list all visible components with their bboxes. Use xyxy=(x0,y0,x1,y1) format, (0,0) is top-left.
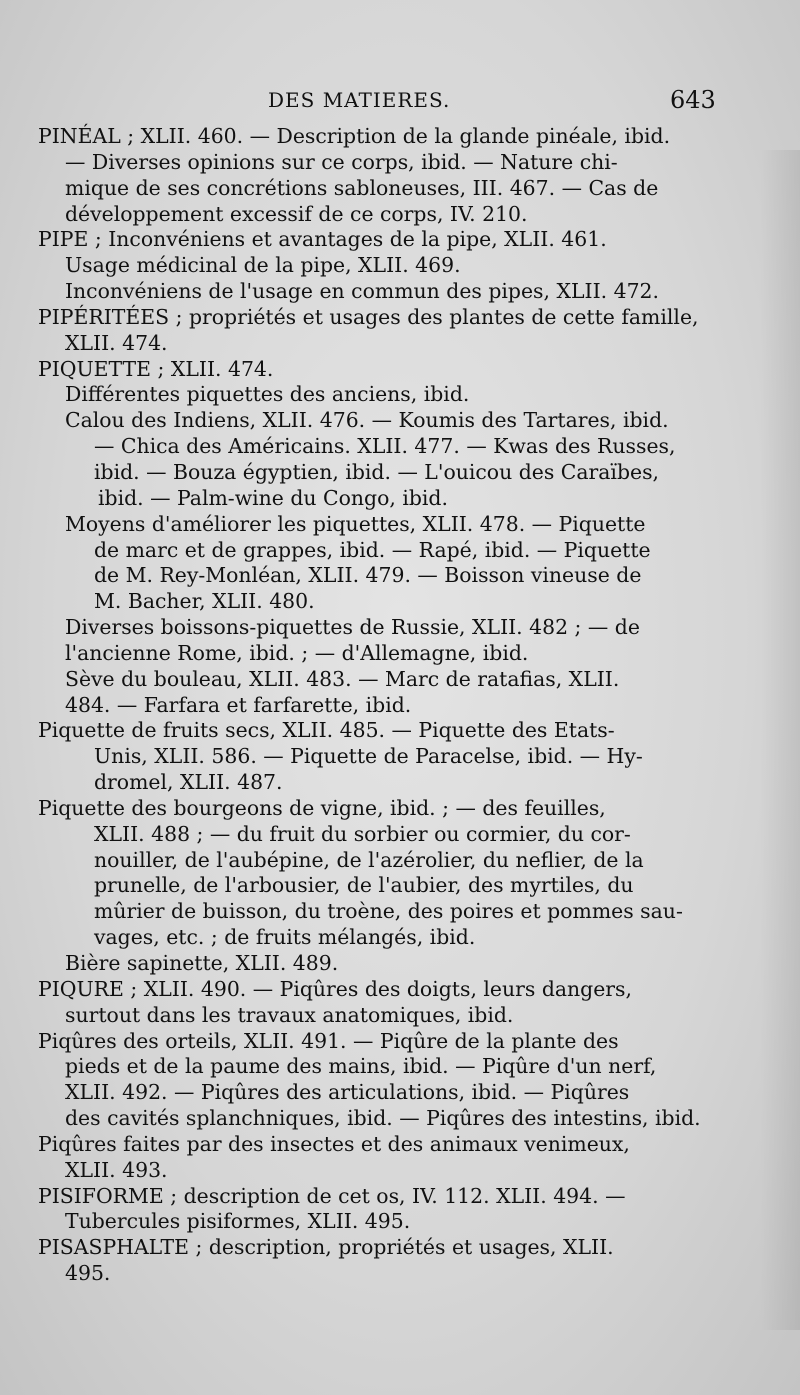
index-line: PINÉAL ; XLII. 460. — Description de la glande pinéale, ibid. xyxy=(38,124,671,148)
index-line: Piquette des bourgeons de vigne, ibid. ; — des feuilles, xyxy=(38,795,606,820)
index-line: Calou des Indiens, XLII. 476. — Koumis des Tartares, ibid. xyxy=(65,408,669,433)
index-line: Bière sapinette, XLII. 489. xyxy=(65,951,339,975)
index-line: 495. xyxy=(65,1261,111,1286)
index-line: 484. — Farfara et farfarette, ibid. xyxy=(65,692,412,717)
running-header xyxy=(0,88,800,118)
index-line: PIPÉRITÉES ; propriétés et usages des plantes de cette famille, xyxy=(38,304,699,329)
index-line: XLII. 474. xyxy=(65,330,168,355)
index-line: vages, etc. ; de fruits mélangés, ibid. xyxy=(94,925,476,950)
index-line: développement excessif de ce corps, IV. 210. xyxy=(65,201,528,226)
index-line: PISIFORME ; description de cet os, IV. 112. XLII. 494. — xyxy=(38,1183,626,1208)
header-title: DES MATIERES. xyxy=(268,88,451,112)
index-line: Diverses boissons-piquettes de Russie, XLII. 482 ; — de xyxy=(65,615,640,640)
index-line: — Diverses opinions sur ce corps, ibid. — Nature chi- xyxy=(65,149,618,174)
index-line: Unis, XLII. 586. — Piquette de Paracelse, ibid. — Hy- xyxy=(94,744,643,769)
index-line: Différentes piquettes des anciens, ibid. xyxy=(65,382,470,407)
page-edge-shadow xyxy=(760,150,800,1330)
index-line: Inconvéniens de l'usage en commun des pipes, XLII. 472. xyxy=(65,279,659,304)
index-line: des cavités splanchniques, ibid. — Piqûres des intestins, ibid. xyxy=(65,1106,701,1131)
index-line: prunelle, de l'arbousier, de l'aubier, des myrtiles, du xyxy=(94,873,634,898)
index-line: PISASPHALTE ; description, propriétés et usages, XLII. xyxy=(38,1235,614,1260)
index-line: nouiller, de l'aubépine, de l'azérolier, du neflier, de la xyxy=(94,847,644,872)
index-line: Moyens d'améliorer les piquettes, XLII. 478. — Piquette xyxy=(65,511,646,536)
index-line: Usage médicinal de la pipe, XLII. 469. xyxy=(65,253,461,278)
index-line: XLII. 492. — Piqûres des articulations, ibid. — Piqûres xyxy=(65,1080,630,1105)
index-line: mique de ses concrétions sabloneuses, III. 467. — Cas de xyxy=(65,175,659,200)
index-line: l'ancienne Rome, ibid. ; — d'Allemagne, ibid. xyxy=(65,640,529,665)
index-line: Piqûres faites par des insectes et des animaux venimeux, xyxy=(38,1131,630,1156)
index-line: ibid. — Palm-wine du Congo, ibid. xyxy=(98,485,448,510)
index-line: Tubercules pisiformes, XLII. 495. xyxy=(65,1209,411,1234)
index-line: XLII. 488 ; — du fruit du sorbier ou cormier, du cor- xyxy=(94,821,631,846)
index-line: ibid. — Bouza égyptien, ibid. — L'ouicou des Caraïbes, xyxy=(94,459,660,484)
index-line: M. Bacher, XLII. 480. xyxy=(94,589,315,614)
index-line: Sève du bouleau, XLII. 483. — Marc de ratafias, XLII. xyxy=(65,666,620,691)
index-line: mûrier de buisson, du troène, des poires et pommes sau- xyxy=(94,899,683,924)
index-line: — Chica des Américains. XLII. 477. — Kwas des Russes, xyxy=(94,434,676,459)
index-line: de M. Rey-Monléan, XLII. 479. — Boisson vineuse de xyxy=(94,563,642,588)
index-line: PIPE ; Inconvéniens et avantages de la pipe, XLII. 461. xyxy=(38,227,607,252)
index-line: XLII. 493. xyxy=(65,1157,168,1182)
index-line: Piquette de fruits secs, XLII. 485. — Piquette des Etats- xyxy=(38,718,615,743)
page-number: 643 xyxy=(670,86,716,114)
index-line: dromel, XLII. 487. xyxy=(94,770,283,795)
index-line: PIQUETTE ; XLII. 474. xyxy=(38,356,274,381)
index-line: Piqûres des orteils, XLII. 491. — Piqûre de la plante des xyxy=(38,1028,619,1053)
index-line: pieds et de la paume des mains, ibid. — Piqûre d'un nerf, xyxy=(65,1054,657,1079)
index-line: PIQURE ; XLII. 490. — Piqûres des doigts, leurs dangers, xyxy=(38,976,632,1001)
index-line: de marc et de grappes, ibid. — Rapé, ibid. — Piquette xyxy=(94,537,651,562)
index-entries xyxy=(38,124,716,1287)
index-line: surtout dans les travaux anatomiques, ibid. xyxy=(65,1002,514,1027)
